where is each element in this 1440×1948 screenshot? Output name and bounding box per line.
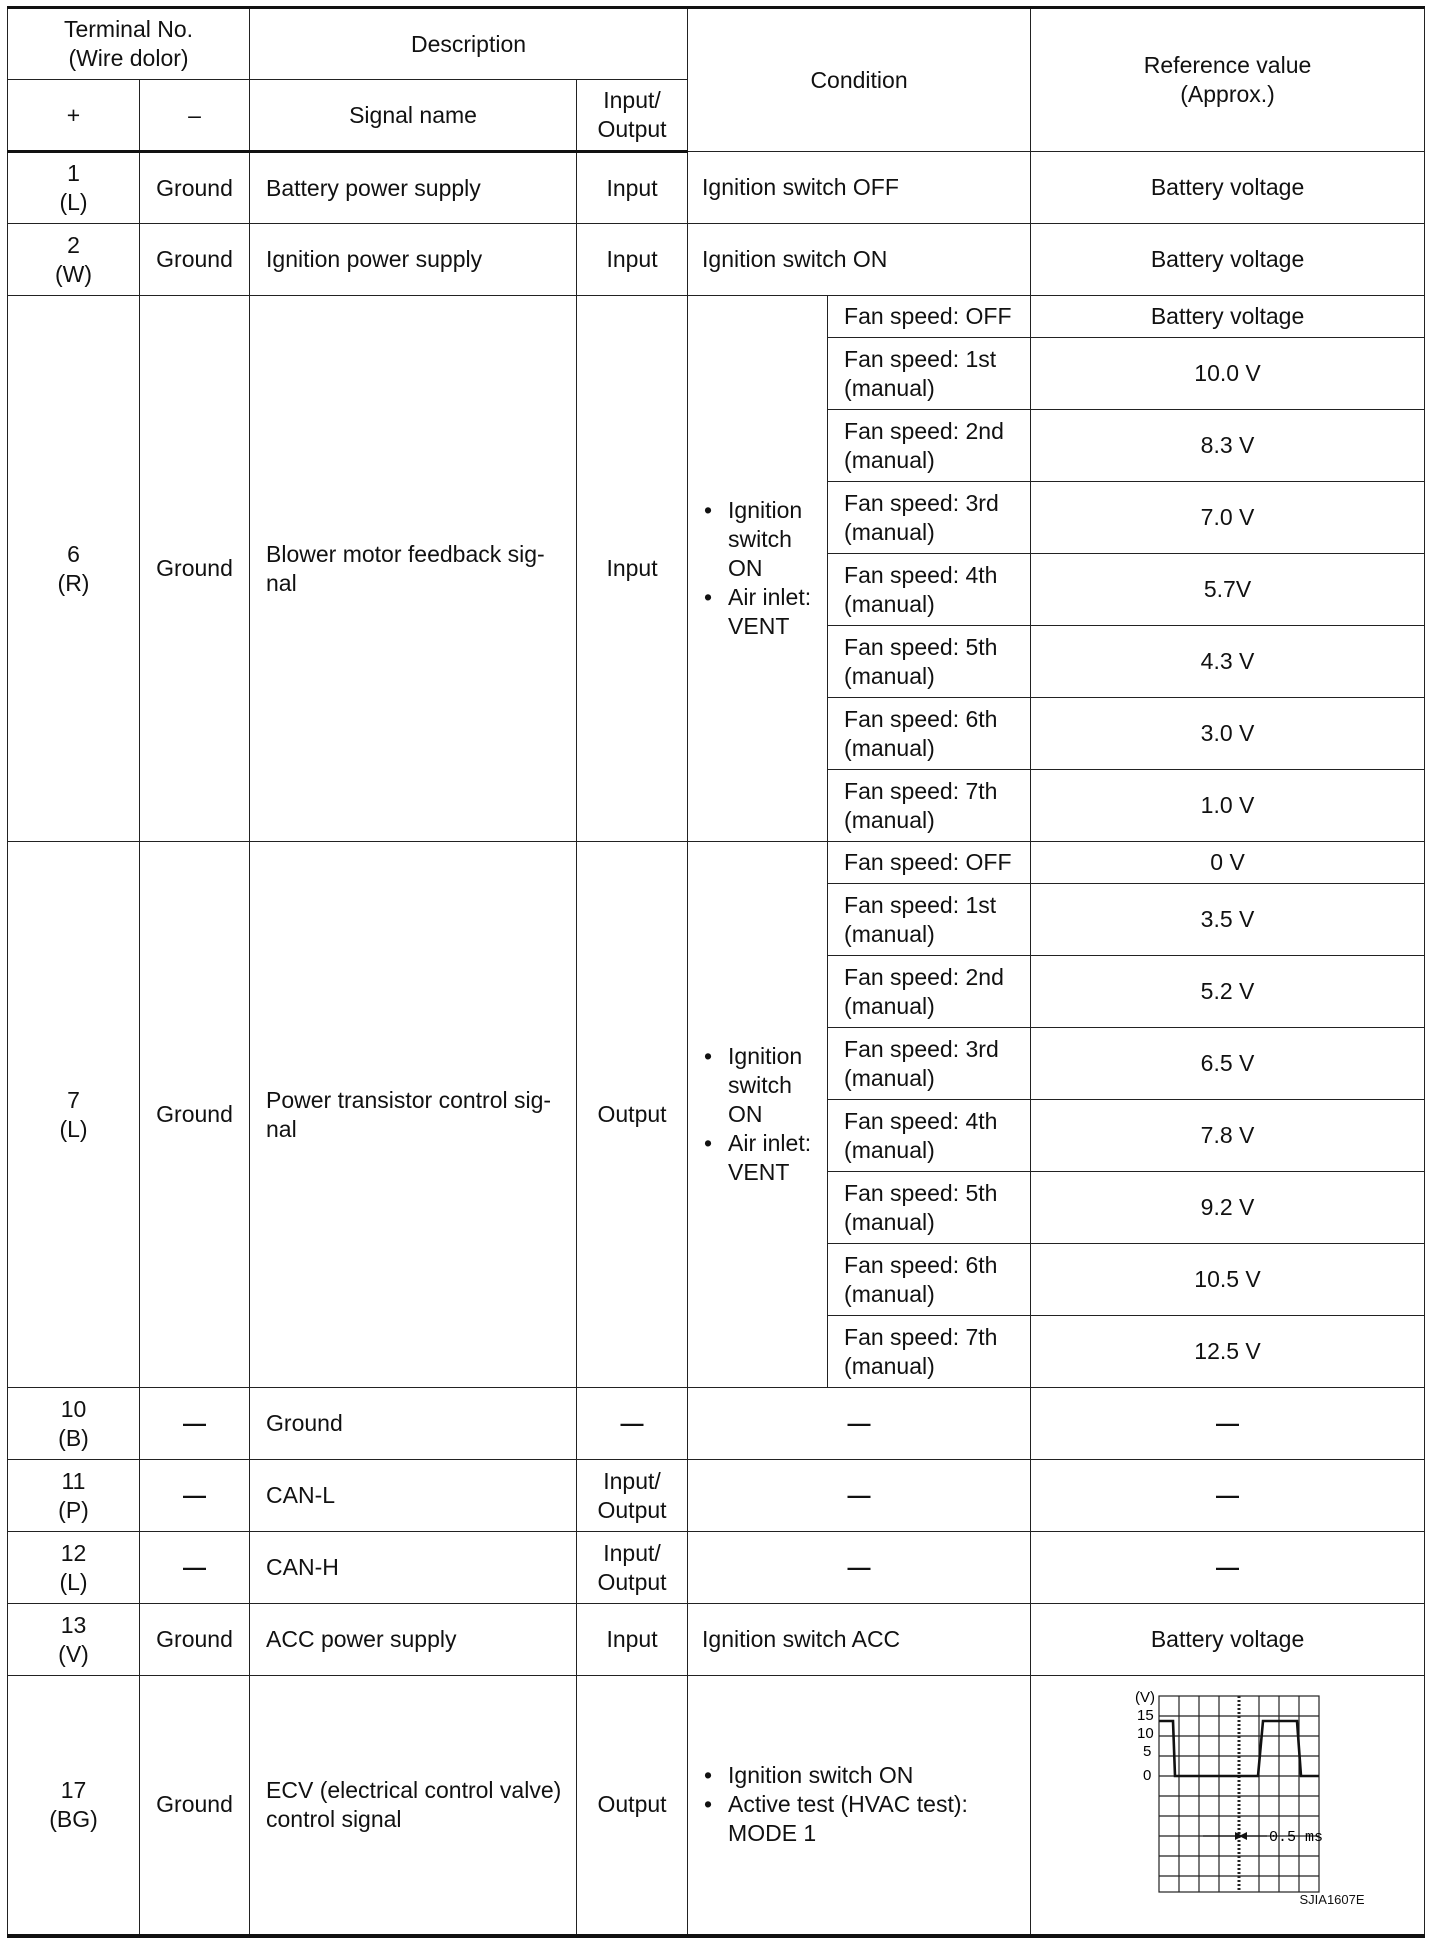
reference-cell: 10.5 V bbox=[1031, 1244, 1425, 1316]
reference-cell: 6.5 V bbox=[1031, 1028, 1425, 1100]
io-cell: Input bbox=[577, 152, 688, 224]
condition-list bbox=[702, 1042, 827, 1187]
table-row bbox=[8, 1460, 1425, 1532]
waveform-y-tick: 10 bbox=[1136, 1724, 1154, 1742]
table-row bbox=[8, 152, 1425, 224]
fan-speed-cell: Fan speed: 4th (manual) bbox=[828, 554, 1031, 626]
reference-cell: 7.8 V bbox=[1031, 1100, 1425, 1172]
table-row bbox=[8, 1388, 1425, 1460]
minus-cell: Ground bbox=[140, 842, 250, 1388]
fan-speed-cell: Fan speed: 6th (manual) bbox=[828, 698, 1031, 770]
reference-cell: 7.0 V bbox=[1031, 482, 1425, 554]
reference-cell: 5.7V bbox=[1031, 554, 1425, 626]
table-row bbox=[8, 1532, 1425, 1604]
terminal-cell: 17 (BG) bbox=[8, 1676, 140, 1936]
condition-cell: — bbox=[688, 1388, 1031, 1460]
reference-cell: Battery voltage bbox=[1031, 152, 1425, 224]
figure-code: SJIA1607E bbox=[1299, 1891, 1365, 1907]
signal-name-cell: ACC power supply bbox=[250, 1604, 577, 1676]
io-cell: Input/ Output bbox=[577, 1532, 688, 1604]
time-scale-label: 0.5 ms bbox=[1268, 1828, 1323, 1846]
condition-cell: Ignition switch OFF bbox=[688, 152, 1031, 224]
terminal-cell: 10 (B) bbox=[8, 1388, 140, 1460]
reference-cell: Battery voltage bbox=[1031, 296, 1425, 338]
minus-cell: Ground bbox=[140, 1604, 250, 1676]
reference-value-header: Reference value (Approx.) bbox=[1031, 8, 1425, 152]
reference-cell: 4.3 V bbox=[1031, 626, 1425, 698]
waveform-grid bbox=[1159, 1696, 1319, 1892]
fan-speed-cell: Fan speed: OFF bbox=[828, 842, 1031, 884]
terminal-cell: 7 (L) bbox=[8, 842, 140, 1388]
fan-speed-cell: Fan speed: 7th (manual) bbox=[828, 1316, 1031, 1388]
io-cell: — bbox=[577, 1388, 688, 1460]
reference-cell: — bbox=[1031, 1532, 1425, 1604]
reference-cell: 12.5 V bbox=[1031, 1316, 1425, 1388]
reference-cell: 5.2 V bbox=[1031, 956, 1425, 1028]
io-cell: Output bbox=[577, 1676, 688, 1936]
plus-header: + bbox=[8, 80, 140, 152]
terminal-cell: 11 (P) bbox=[8, 1460, 140, 1532]
fan-speed-cell: Fan speed: 3rd (manual) bbox=[828, 482, 1031, 554]
fan-speed-cell: Fan speed: 5th (manual) bbox=[828, 626, 1031, 698]
signal-name-header: Signal name bbox=[250, 80, 577, 152]
condition-item: • Ignition switch ON bbox=[702, 1042, 827, 1129]
io-cell: Input/ Output bbox=[577, 1460, 688, 1532]
terminal-table-sheet bbox=[7, 6, 1425, 1938]
condition-cell: — bbox=[688, 1460, 1031, 1532]
signal-name-cell: Ground bbox=[250, 1388, 577, 1460]
terminal-reference-table bbox=[7, 6, 1425, 1938]
condition-cell: Ignition switch ON bbox=[688, 224, 1031, 296]
fan-speed-cell: Fan speed: OFF bbox=[828, 296, 1031, 338]
reference-cell: 9.2 V bbox=[1031, 1172, 1425, 1244]
minus-cell: Ground bbox=[140, 224, 250, 296]
signal-name-cell: CAN-L bbox=[250, 1460, 577, 1532]
minus-cell: — bbox=[140, 1460, 250, 1532]
minus-header: – bbox=[140, 80, 250, 152]
reference-cell: 3.5 V bbox=[1031, 884, 1425, 956]
table-row bbox=[8, 224, 1425, 296]
fan-speed-cell: Fan speed: 5th (manual) bbox=[828, 1172, 1031, 1244]
condition-list bbox=[702, 496, 827, 641]
terminal-cell: 13 (V) bbox=[8, 1604, 140, 1676]
fan-speed-cell: Fan speed: 1st (manual) bbox=[828, 338, 1031, 410]
minus-cell: — bbox=[140, 1388, 250, 1460]
signal-name-cell: Blower motor feedback sig- nal bbox=[250, 296, 577, 842]
minus-cell: Ground bbox=[140, 296, 250, 842]
minus-cell: — bbox=[140, 1532, 250, 1604]
reference-cell: 1.0 V bbox=[1031, 770, 1425, 842]
condition-cell bbox=[688, 296, 828, 842]
io-cell: Input bbox=[577, 1604, 688, 1676]
condition-cell bbox=[688, 842, 828, 1388]
terminal-cell: 2 (W) bbox=[8, 224, 140, 296]
fan-speed-cell: Fan speed: 6th (manual) bbox=[828, 1244, 1031, 1316]
reference-cell: Battery voltage bbox=[1031, 1604, 1425, 1676]
condition-item: • Air inlet: VENT bbox=[702, 583, 827, 641]
condition-list bbox=[702, 1761, 1030, 1848]
io-cell: Input bbox=[577, 296, 688, 842]
waveform-y-tick: 0 bbox=[1142, 1766, 1151, 1784]
waveform-y-tick: 15 bbox=[1136, 1706, 1154, 1724]
condition-cell bbox=[688, 1676, 1031, 1936]
reference-cell: 3.0 V bbox=[1031, 698, 1425, 770]
condition-item: • Ignition switch ON bbox=[702, 496, 827, 583]
signal-name-cell: ECV (electrical control valve) control signal bbox=[250, 1676, 577, 1936]
io-cell: Input bbox=[577, 224, 688, 296]
reference-cell: 0 V bbox=[1031, 842, 1425, 884]
condition-header: Condition bbox=[688, 8, 1031, 152]
terminal-cell: 6 (R) bbox=[8, 296, 140, 842]
minus-cell: Ground bbox=[140, 1676, 250, 1936]
waveform-y-tick: 5 bbox=[1142, 1742, 1151, 1760]
condition-cell: Ignition switch ACC bbox=[688, 1604, 1031, 1676]
fan-speed-cell: Fan speed: 1st (manual) bbox=[828, 884, 1031, 956]
condition-cell: — bbox=[688, 1532, 1031, 1604]
fan-speed-cell: Fan speed: 4th (manual) bbox=[828, 1100, 1031, 1172]
table-row bbox=[8, 296, 1425, 338]
fan-speed-cell: Fan speed: 7th (manual) bbox=[828, 770, 1031, 842]
reference-cell: 10.0 V bbox=[1031, 338, 1425, 410]
signal-name-cell: Battery power supply bbox=[250, 152, 577, 224]
signal-name-cell: CAN-H bbox=[250, 1532, 577, 1604]
condition-item: • Active test (HVAC test): MODE 1 bbox=[702, 1790, 1030, 1848]
fan-speed-cell: Fan speed: 2nd (manual) bbox=[828, 956, 1031, 1028]
condition-item: • Air inlet: VENT bbox=[702, 1129, 827, 1187]
table-row bbox=[8, 1676, 1425, 1936]
reference-cell: 8.3 V bbox=[1031, 410, 1425, 482]
terminal-cell: 12 (L) bbox=[8, 1532, 140, 1604]
minus-cell: Ground bbox=[140, 152, 250, 224]
description-header: Description bbox=[250, 8, 688, 80]
terminal-no-header: Terminal No. (Wire dolor) bbox=[8, 8, 250, 80]
io-header: Input/ Output bbox=[577, 80, 688, 152]
signal-name-cell: Power transistor control sig- nal bbox=[250, 842, 577, 1388]
terminal-cell: 1 (L) bbox=[8, 152, 140, 224]
table-row bbox=[8, 842, 1425, 884]
reference-cell: — bbox=[1031, 1388, 1425, 1460]
table-row bbox=[8, 1604, 1425, 1676]
ecv-waveform-figure bbox=[1083, 1690, 1373, 1920]
reference-cell: — bbox=[1031, 1460, 1425, 1532]
reference-cell: Battery voltage bbox=[1031, 224, 1425, 296]
waveform-cell bbox=[1031, 1676, 1425, 1936]
fan-speed-cell: Fan speed: 3rd (manual) bbox=[828, 1028, 1031, 1100]
condition-item: • Ignition switch ON bbox=[702, 1761, 1030, 1790]
io-cell: Output bbox=[577, 842, 688, 1388]
signal-name-cell: Ignition power supply bbox=[250, 224, 577, 296]
fan-speed-cell: Fan speed: 2nd (manual) bbox=[828, 410, 1031, 482]
waveform-unit-label: (V) bbox=[1134, 1689, 1155, 1706]
